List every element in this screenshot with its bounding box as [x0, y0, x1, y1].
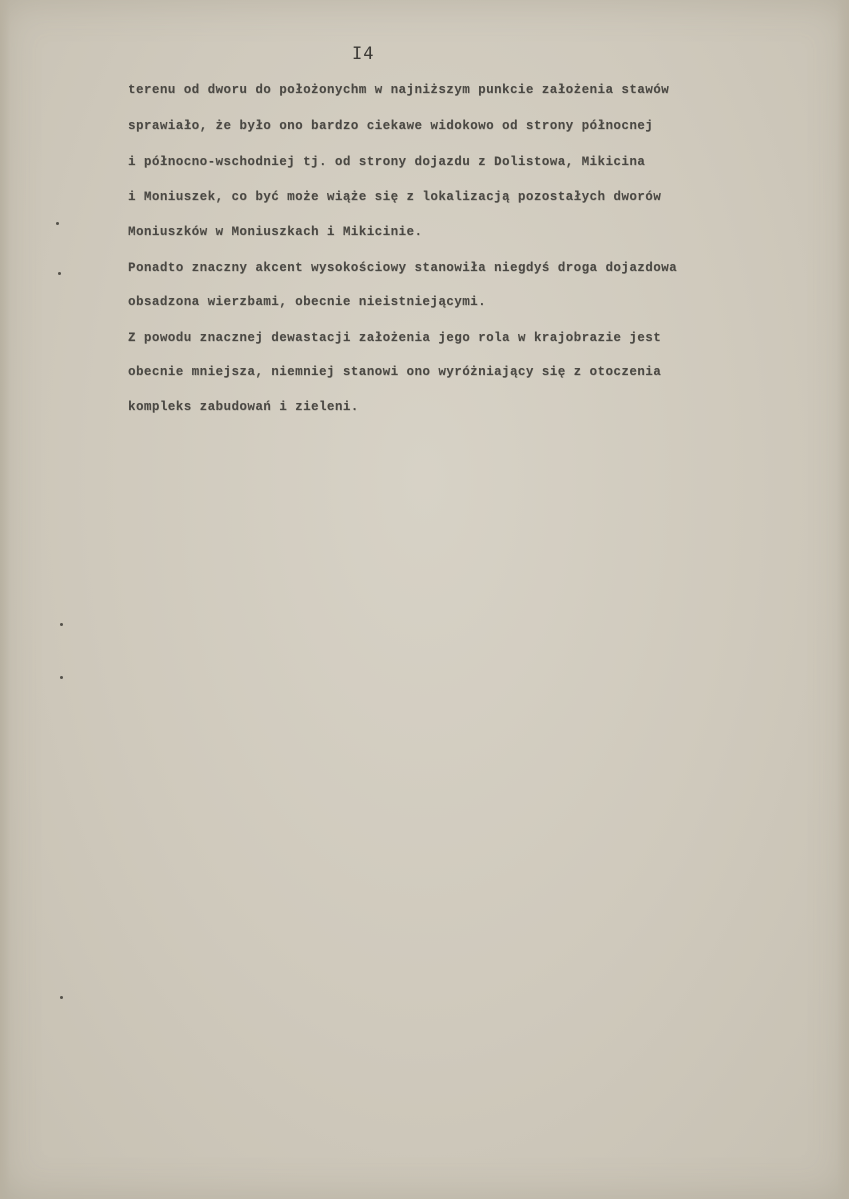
text-line: i północno-wschodniej tj. od strony dojazdu z Dolistowa, Mikicina: [128, 155, 646, 169]
text-line: sprawiało, że było ono bardzo ciekawe widokowo od strony północnej: [128, 119, 654, 133]
text-line: Ponadto znaczny akcent wysokościowy stanowiła niegdyś droga dojazdowa: [128, 261, 678, 275]
page-number: I4: [352, 44, 375, 64]
punch-mark: [58, 272, 61, 275]
paper-edge-right: [837, 0, 849, 1199]
punch-mark: [60, 623, 63, 626]
text-line: obsadzona wierzbami, obecnie nieistniejącymi.: [128, 295, 487, 309]
text-line: i Moniuszek, co być może wiąże się z lokalizacją pozostałych dworów: [128, 190, 662, 204]
punch-mark: [60, 996, 63, 999]
text-line: terenu od dworu do położonychm w najniższym punkcie założenia stawów: [128, 83, 670, 97]
text-line: kompleks zabudowań i zieleni.: [128, 400, 359, 414]
punch-mark: [56, 222, 59, 225]
punch-mark: [60, 676, 63, 679]
text-line: obecnie mniejsza, niemniej stanowi ono wyróżniający się z otoczenia: [128, 365, 662, 379]
text-line: Z powodu znacznej dewastacji założenia jego rola w krajobrazie jest: [128, 331, 662, 345]
text-line: Moniuszków w Moniuszkach i Mikicinie.: [128, 225, 423, 239]
paper-edge-left: [0, 0, 10, 1199]
